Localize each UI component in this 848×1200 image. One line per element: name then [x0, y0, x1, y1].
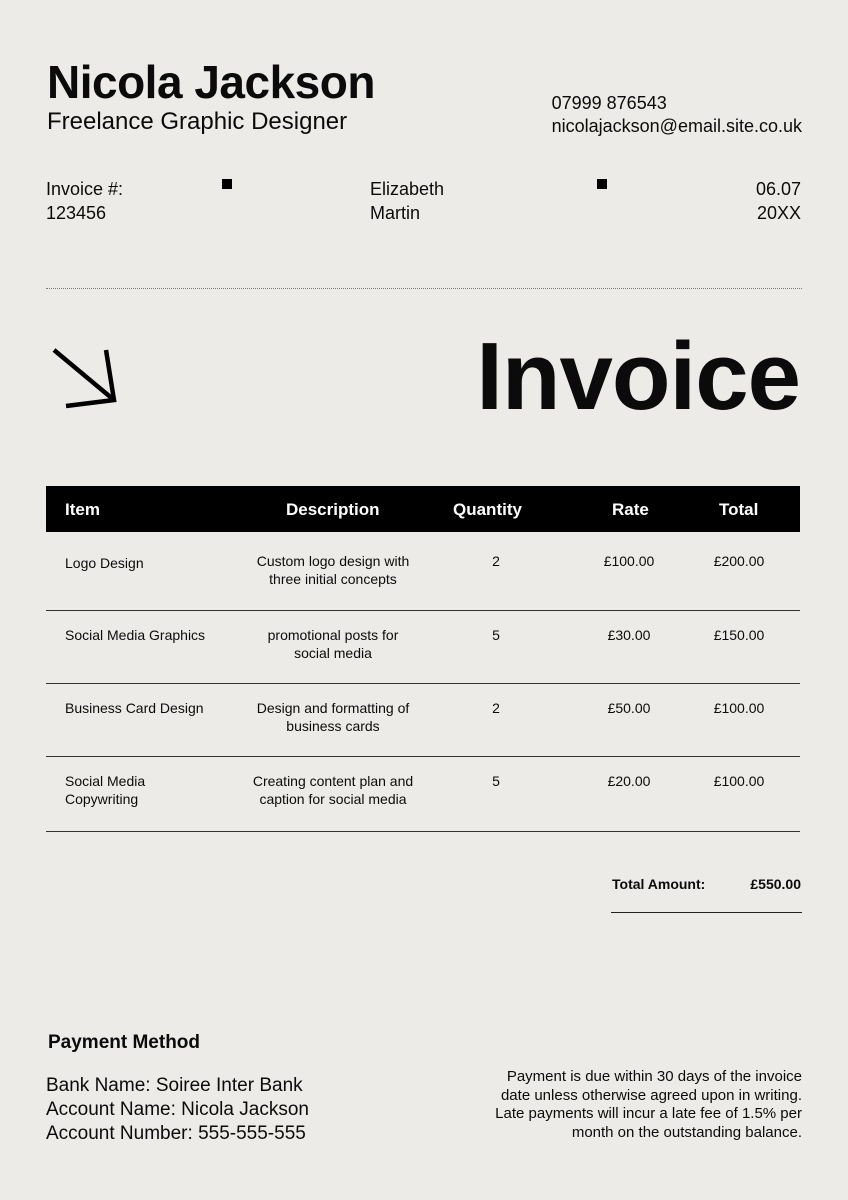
row-description: Custom logo design with three initial concepts	[256, 553, 410, 587]
square-bullet-icon	[222, 179, 232, 189]
invoice-year: 20XX	[756, 203, 801, 223]
client-first-name: Elizabeth	[370, 179, 445, 199]
row-total: £100.00	[713, 773, 765, 789]
row-item: Logo Design	[65, 555, 144, 571]
header-description: Description	[286, 500, 380, 519]
account-name: Account Name: Nicola Jackson	[46, 1099, 309, 1120]
row-quantity: 2	[492, 700, 500, 716]
total-amount-label: Total Amount:	[612, 876, 706, 892]
invoice-table	[46, 486, 800, 832]
row-item: Social Media Graphics	[65, 627, 206, 643]
header-total: Total	[719, 500, 759, 519]
sender-role: Freelance Graphic Designer	[47, 108, 348, 135]
invoice-date: 06.07	[755, 179, 801, 199]
account-number: Account Number: 555-555-555	[46, 1123, 306, 1144]
row-quantity: 5	[492, 627, 500, 643]
row-description: Creating content plan and caption for social media	[252, 773, 414, 807]
total-amount-value: £550.00	[750, 876, 801, 892]
row-rate: £20.00	[607, 773, 651, 789]
table-row	[46, 684, 800, 757]
payment-terms: Payment is due within 30 days of the invoice date unless otherwise agreed upon in writing. Late payments will incur a late fee of 1.5% per month on the outstanding balance.	[495, 1068, 802, 1141]
payment-method-heading: Payment Method	[48, 1032, 201, 1053]
section-divider	[46, 288, 802, 289]
table-header	[46, 486, 800, 532]
client-name-block	[370, 177, 444, 225]
table-row	[46, 611, 800, 684]
invoice-number: 123456	[46, 203, 107, 223]
document-title: Invoice	[476, 323, 800, 430]
row-rate: £100.00	[603, 553, 655, 569]
header-rate: Rate	[612, 500, 649, 519]
header-quantity: Quantity	[453, 500, 522, 519]
client-last-name: Martin	[370, 203, 421, 223]
invoice-number-label: Invoice #:	[46, 179, 124, 199]
row-total: £150.00	[713, 627, 765, 643]
row-total: £200.00	[713, 553, 765, 569]
row-item: Business Card Design	[65, 700, 204, 716]
invoice-number-block	[46, 177, 123, 225]
sender-name: Nicola Jackson	[47, 56, 375, 108]
square-bullet-icon	[597, 179, 607, 189]
total-underline	[611, 912, 802, 913]
row-item: Social Media Copywriting	[65, 773, 146, 807]
invoice-date-block	[756, 177, 801, 225]
table-row	[46, 757, 800, 832]
row-description: promotional posts for social media	[267, 627, 399, 661]
row-rate: £30.00	[607, 627, 651, 643]
header-item: Item	[65, 500, 100, 519]
table-row	[46, 532, 800, 611]
contact-block	[552, 92, 802, 138]
phone-number: 07999 876543	[551, 93, 667, 113]
row-quantity: 5	[492, 773, 500, 789]
row-total: £100.00	[713, 700, 765, 716]
bank-details	[46, 1074, 309, 1146]
row-rate: £50.00	[607, 700, 651, 716]
row-description: Design and formatting of business cards	[256, 700, 410, 734]
bank-name: Bank Name: Soiree Inter Bank	[46, 1075, 303, 1096]
email-address: nicolajackson@email.site.co.uk	[551, 116, 802, 136]
row-quantity: 2	[492, 553, 500, 569]
arrow-down-right-icon	[50, 346, 124, 412]
